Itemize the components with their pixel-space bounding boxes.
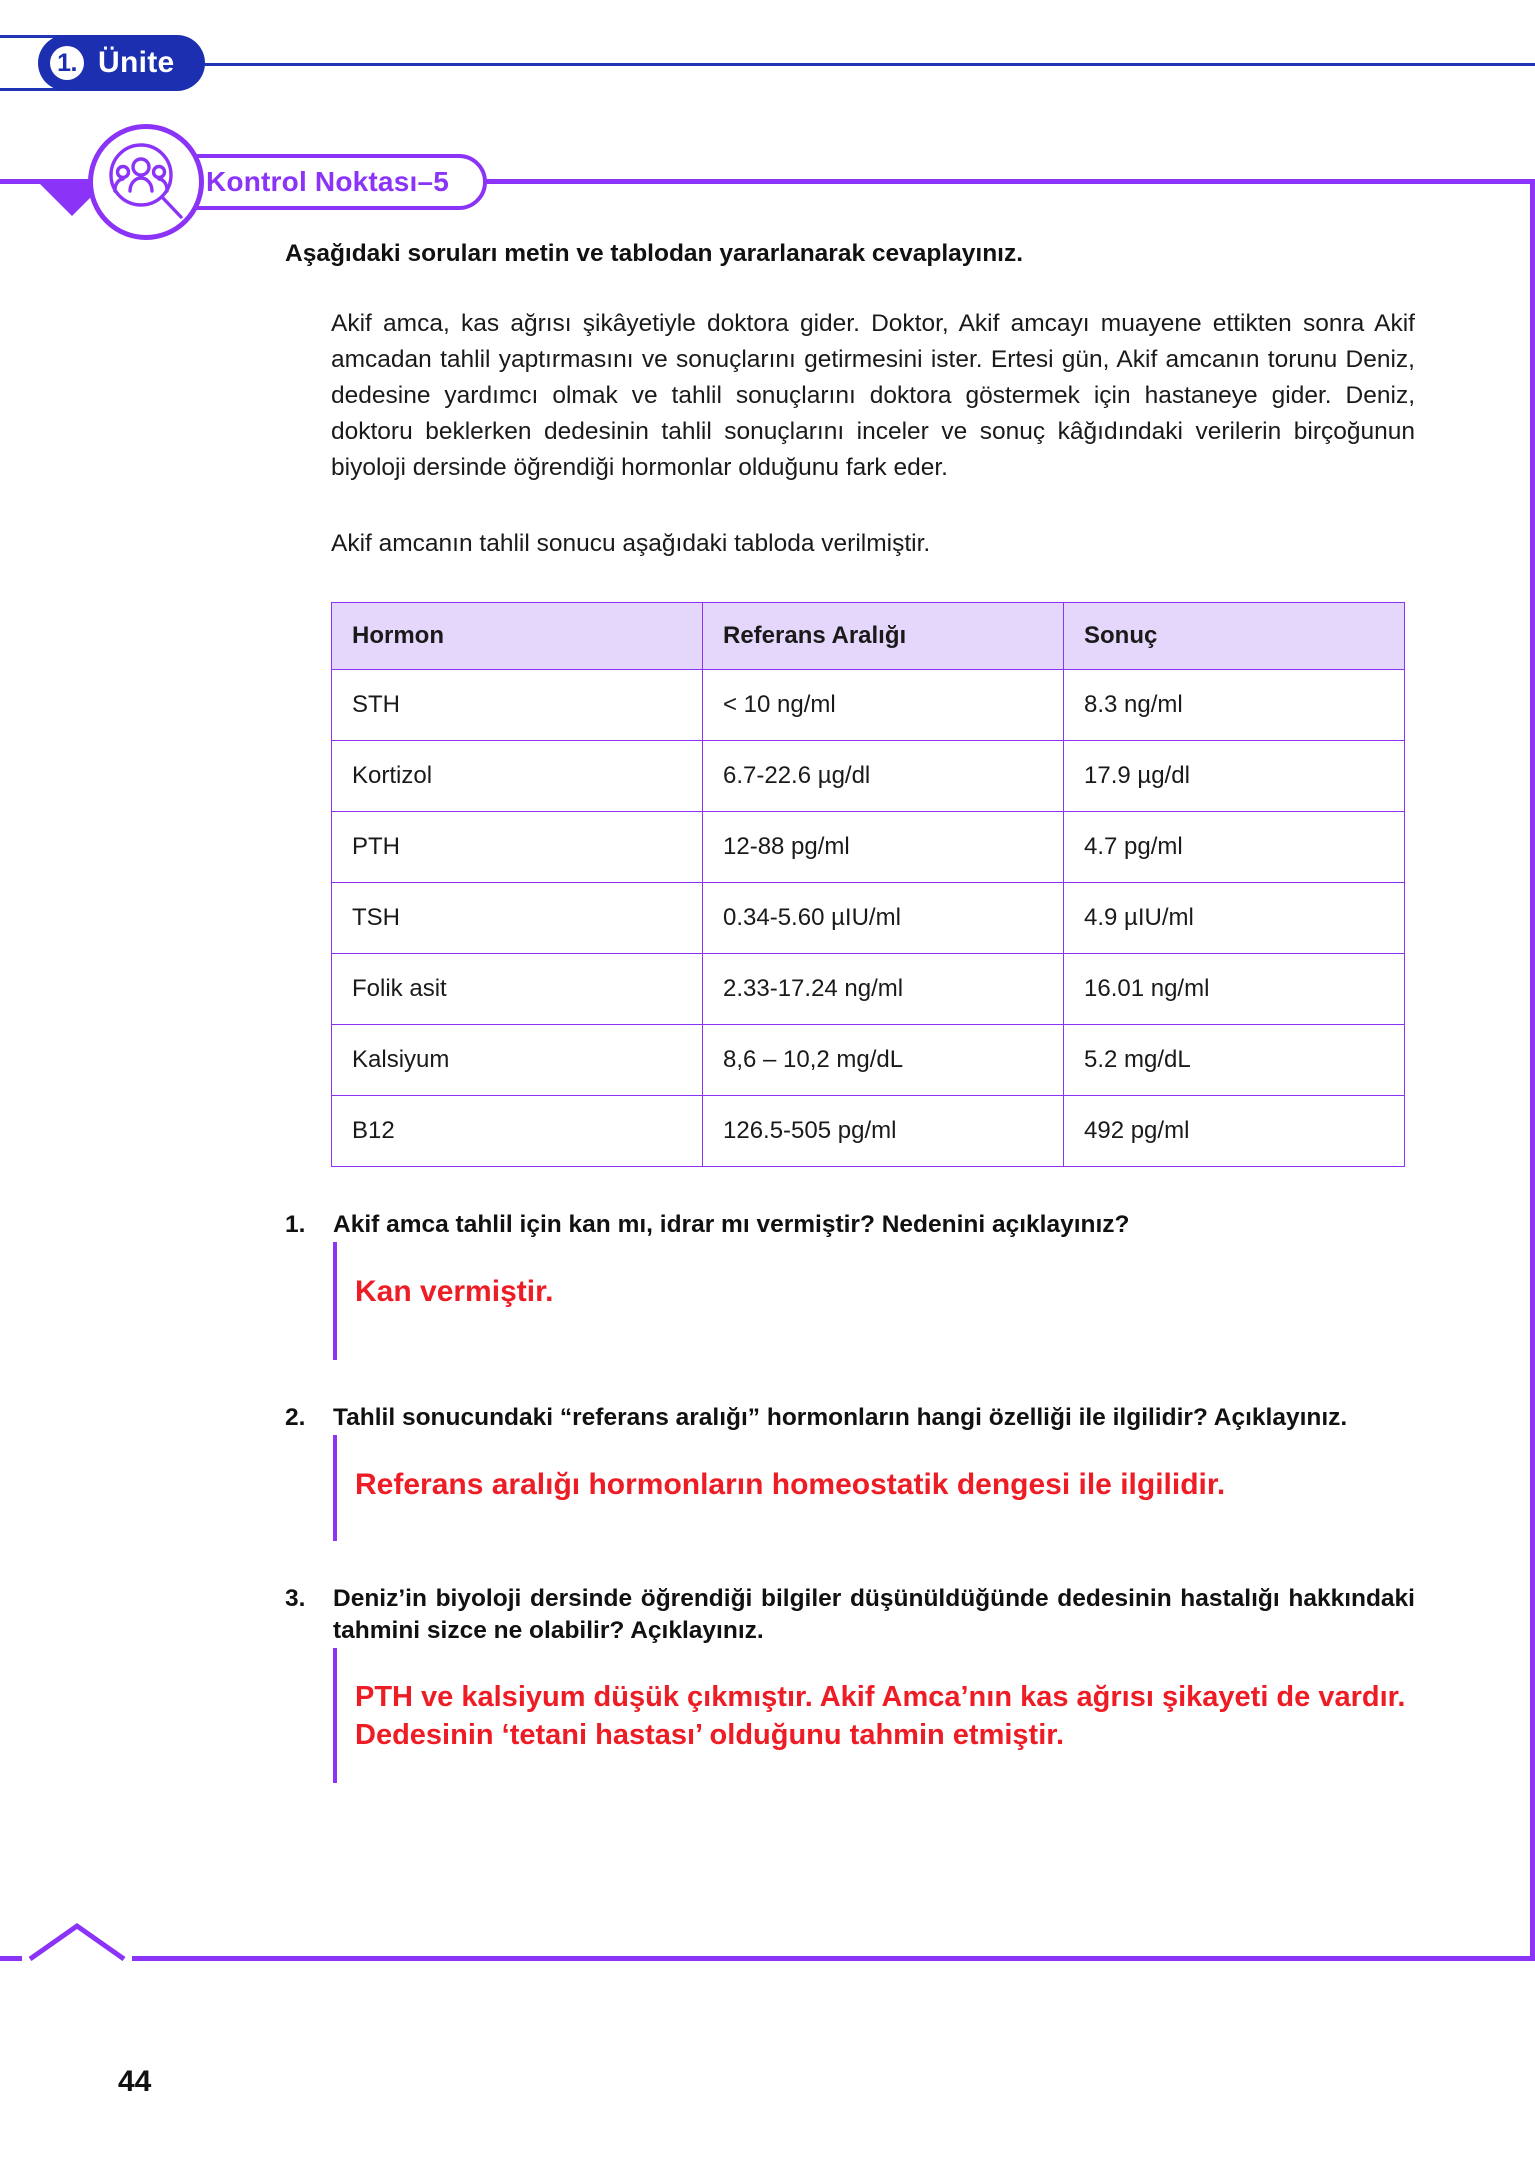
lab-results-table: [331, 602, 1405, 1167]
column-header-sonuc: Sonuç: [1064, 602, 1405, 669]
cell-referans: 8,6 – 10,2 mg/dL: [703, 1024, 1064, 1095]
question-number-3: 3.: [285, 1584, 306, 1612]
unit-number: 1.: [50, 46, 84, 80]
question-block-2: [285, 1402, 1415, 1541]
question-row-1: [285, 1209, 1415, 1242]
table-row: [332, 953, 1405, 1024]
answer-text-3: PTH ve kalsiyum düşük çıkmıştır. Akif Amca’nın kas ağrısı şikayeti de vardır. Dedesinin ‘tetani hastası’ olduğunu tahmin etmiştir.: [355, 1681, 1406, 1752]
cell-referans: 12-88 pg/ml: [703, 811, 1064, 882]
answer-area-3[interactable]: [333, 1648, 1415, 1783]
cell-sonuc: 492 pg/ml: [1064, 1095, 1405, 1166]
unit-header-rule: [0, 63, 1535, 66]
question-block-1: [285, 1209, 1415, 1360]
cell-referans: < 10 ng/ml: [703, 669, 1064, 740]
cell-referans: 0.34-5.60 µIU/ml: [703, 882, 1064, 953]
people-magnifier-icon: [88, 124, 204, 240]
table-row: [332, 882, 1405, 953]
question-text-2: Tahlil sonucundaki “referans aralığı” hormonların hangi özelliği ile ilgilidir? Açıklayınız.: [333, 1403, 1348, 1431]
cell-hormon: Folik asit: [332, 953, 703, 1024]
cell-hormon: TSH: [332, 882, 703, 953]
cell-referans: 126.5-505 pg/ml: [703, 1095, 1064, 1166]
answer-area-2[interactable]: [333, 1435, 1415, 1541]
cell-referans: 2.33-17.24 ng/ml: [703, 953, 1064, 1024]
table-header-row: [332, 602, 1405, 669]
cell-sonuc: 16.01 ng/ml: [1064, 953, 1405, 1024]
answer-text-1: Kan vermiştir.: [355, 1274, 554, 1308]
answer-area-1[interactable]: [333, 1242, 1415, 1360]
cell-hormon: Kalsiyum: [332, 1024, 703, 1095]
cell-hormon: STH: [332, 669, 703, 740]
cell-sonuc: 17.9 µg/dl: [1064, 740, 1405, 811]
table-row: [332, 740, 1405, 811]
cell-referans: 6.7-22.6 µg/dl: [703, 740, 1064, 811]
bottom-chevron-marker: [22, 1921, 132, 1961]
table-intro-text: Akif amcanın tahlil sonucu aşağıdaki tabloda verilmiştir.: [331, 529, 931, 557]
page-number: 44: [118, 2065, 152, 2098]
unit-badge: [38, 35, 205, 91]
question-number-2: 2.: [285, 1403, 306, 1431]
table-row: [332, 1095, 1405, 1166]
table-row: [332, 1024, 1405, 1095]
right-border-rule: [1530, 179, 1535, 1959]
cell-hormon: PTH: [332, 811, 703, 882]
question-text-3: Deniz’in biyoloji dersinde öğrendiği bilgiler düşünüldüğünde dedesinin hastalığı hakkındaki tahmini sizce ne olabilir? Açıklayınız.: [333, 1584, 1415, 1645]
question-row-2: [285, 1402, 1415, 1435]
checkpoint-label: Kontrol Noktası–5: [206, 166, 449, 197]
question-text-1: Akif amca tahlil için kan mı, idrar mı vermiştir? Nedenini açıklayınız?: [333, 1210, 1130, 1238]
page-content: [285, 238, 1415, 1783]
cell-sonuc: 4.9 µIU/ml: [1064, 882, 1405, 953]
unit-label: Ünite: [98, 46, 175, 79]
story-paragraph: Akif amca, kas ağrısı şikâyetiyle doktora gider. Doktor, Akif amcayı muayene ettikten sonra Akif amcadan tahlil yaptırmasını ve sonuçlarını getirmesini ister. Ertesi gün, Akif amcanın torunu Deniz, dedesine yardımcı olmak ve tahlil sonuçlarını doktora göstermek için hastaneye gider. Deniz, doktoru beklerken dedesinin tahlil sonuçlarını inceler ve sonuç kâğıdındaki verilerin birçoğunun biyoloji dersinde öğrendiği hormonlar olduğunu fark eder.: [331, 309, 1415, 481]
cell-sonuc: 8.3 ng/ml: [1064, 669, 1405, 740]
question-row-3: [285, 1583, 1415, 1649]
cell-sonuc: 4.7 pg/ml: [1064, 811, 1405, 882]
lab-results-table-wrapper: [331, 602, 1281, 1167]
table-row: [332, 811, 1405, 882]
cell-hormon: Kortizol: [332, 740, 703, 811]
bottom-border-rule: [0, 1956, 1535, 1961]
cell-sonuc: 5.2 mg/dL: [1064, 1024, 1405, 1095]
column-header-referans-araligi: Referans Aralığı: [703, 602, 1064, 669]
question-block-3: [285, 1583, 1415, 1783]
answer-text-2: Referans aralığı hormonların homeostatik dengesi ile ilgilidir.: [355, 1467, 1226, 1501]
table-row: [332, 669, 1405, 740]
instruction-text: Aşağıdaki soruları metin ve tablodan yararlanarak cevaplayınız.: [285, 240, 1024, 267]
column-header-hormon: Hormon: [332, 602, 703, 669]
question-number-1: 1.: [285, 1210, 306, 1238]
cell-hormon: B12: [332, 1095, 703, 1166]
